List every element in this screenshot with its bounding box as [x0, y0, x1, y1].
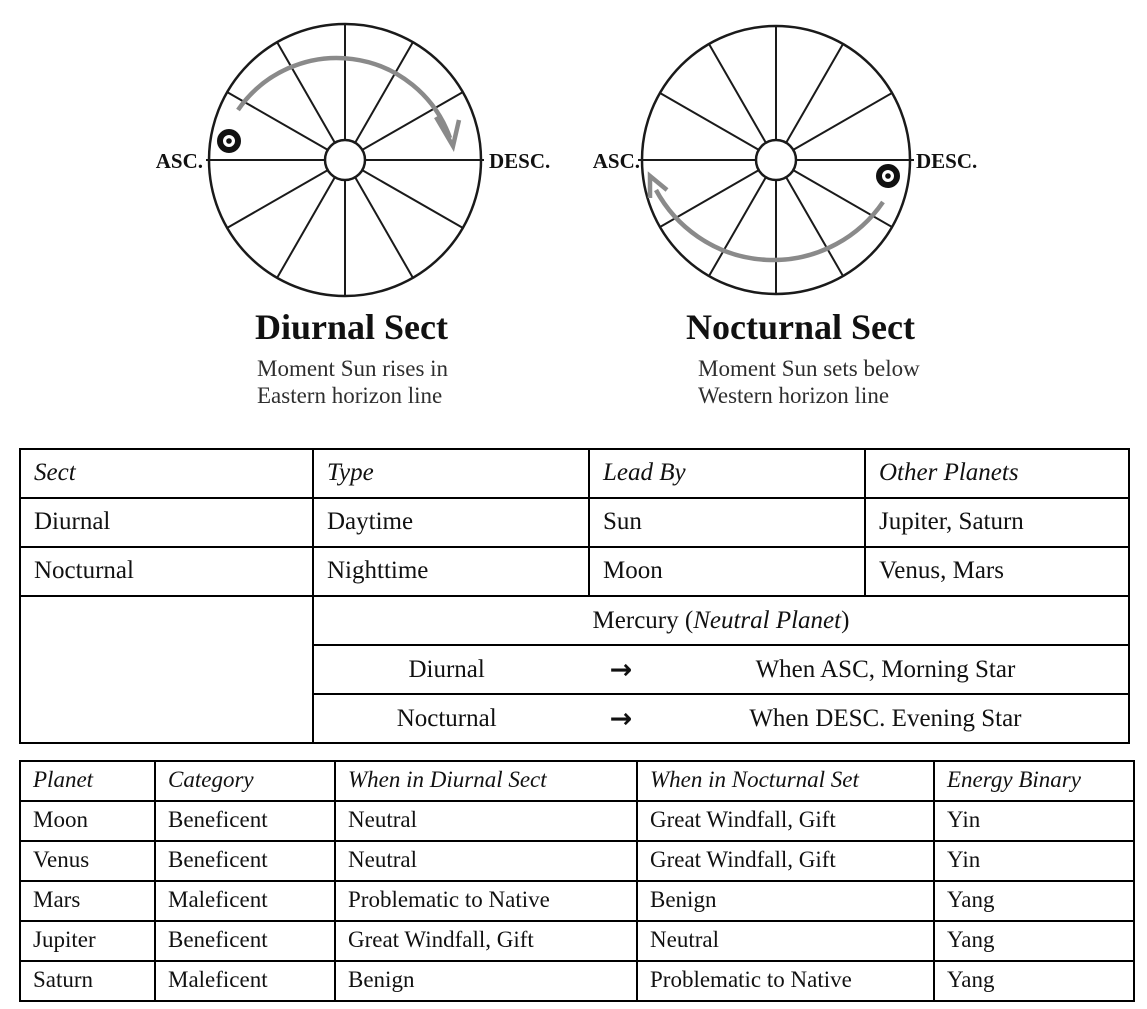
- diurnal-caption: [255, 306, 448, 409]
- nocturnal-set-header: When in Nocturnal Set: [637, 761, 934, 801]
- cell-energy: Yang: [934, 921, 1134, 961]
- nocturnal-subtitle-line2: Western horizon line: [698, 383, 890, 408]
- planet-table: [19, 760, 1135, 1002]
- cell-planet: Jupiter: [20, 921, 155, 961]
- nocturnal-title: Nocturnal Sect: [686, 307, 915, 347]
- mercury-diurnal-cell: [313, 645, 1129, 694]
- energy-binary-header: Energy Binary: [934, 761, 1134, 801]
- diurnal-sect-header: When in Diurnal Sect: [335, 761, 637, 801]
- cell-planet: Mars: [20, 881, 155, 921]
- mercury-nocturnal-label: Nocturnal: [396, 704, 497, 732]
- sect-header: Sect: [20, 449, 313, 498]
- table-row: [20, 498, 1129, 547]
- cell-energy: Yang: [934, 881, 1134, 921]
- cell-category: Beneficent: [155, 841, 335, 881]
- diurnal-wheel-hub: [325, 140, 365, 180]
- cell-otherplanets: Venus, Mars: [865, 547, 1129, 596]
- nocturnal-caption: [686, 306, 920, 409]
- cell-nocturnal: Great Windfall, Gift: [637, 841, 934, 881]
- cell-planet: Saturn: [20, 961, 155, 1001]
- cell-otherplanets: Jupiter, Saturn: [865, 498, 1129, 547]
- type-header: Type: [313, 449, 589, 498]
- sun-icon: [879, 167, 897, 185]
- cell-leadby: Sun: [589, 498, 865, 547]
- right-arrow-icon: →: [609, 654, 633, 685]
- nocturnal-wheel-diagram: [593, 26, 978, 294]
- cell-nocturnal: Great Windfall, Gift: [637, 801, 934, 841]
- cell-nocturnal: Benign: [637, 881, 934, 921]
- nocturnal-subtitle-line1: Moment Sun sets below: [698, 356, 920, 381]
- cell-category: Maleficent: [155, 961, 335, 1001]
- table-row: [20, 881, 1134, 921]
- nocturnal-asc-label: ASC.: [592, 149, 640, 173]
- nocturnal-wheel-hub: [756, 140, 796, 180]
- cell-category: Beneficent: [155, 801, 335, 841]
- nocturnal-subtitle: [686, 355, 920, 409]
- cell-energy: Yang: [934, 961, 1134, 1001]
- mercury-diurnal-label: Diurnal: [408, 655, 485, 683]
- cell-sect: Nocturnal: [20, 547, 313, 596]
- nocturnal-direction-arrow: [650, 176, 883, 260]
- cell-nocturnal: Problematic to Native: [637, 961, 934, 1001]
- diurnal-title: Diurnal Sect: [255, 307, 448, 347]
- diurnal-subtitle-line1: Moment Sun rises in: [257, 356, 449, 381]
- mercury-title-prefix: Mercury (: [592, 606, 694, 634]
- cell-diurnal: Great Windfall, Gift: [335, 921, 637, 961]
- diurnal-wheel-diagram: [156, 24, 551, 296]
- diurnal-subtitle-line2: Eastern horizon line: [257, 383, 443, 408]
- leadby-header: Lead By: [589, 449, 865, 498]
- planet-header: Planet: [20, 761, 155, 801]
- category-header: Category: [155, 761, 335, 801]
- sect-table: [19, 448, 1130, 744]
- cell-energy: Yin: [934, 801, 1134, 841]
- nocturnal-desc-label: DESC.: [916, 149, 978, 173]
- mercury-title-row: [20, 596, 1129, 645]
- cell-diurnal: Neutral: [335, 841, 637, 881]
- mercury-title-cell: [313, 596, 1129, 645]
- sun-icon: [220, 132, 238, 150]
- diurnal-direction-arrow: [238, 58, 459, 146]
- cell-leadby: Moon: [589, 547, 865, 596]
- cell-category: Beneficent: [155, 921, 335, 961]
- cell-type: Nighttime: [313, 547, 589, 596]
- cell-diurnal: Neutral: [335, 801, 637, 841]
- cell-diurnal: Problematic to Native: [335, 881, 637, 921]
- diurnal-subtitle: [255, 355, 448, 409]
- mercury-diurnal-text: When ASC, Morning Star: [755, 655, 1016, 683]
- cell-category: Maleficent: [155, 881, 335, 921]
- otherplanets-header: Other Planets: [865, 449, 1129, 498]
- mercury-title-italic: Neutral Planet: [693, 606, 842, 634]
- cell-diurnal: Benign: [335, 961, 637, 1001]
- cell-planet: Moon: [20, 801, 155, 841]
- cell-sect: Diurnal: [20, 498, 313, 547]
- mercury-nocturnal-text: When DESC. Evening Star: [749, 704, 1022, 732]
- table-row: [20, 841, 1134, 881]
- diurnal-asc-label: ASC.: [155, 149, 203, 173]
- mercury-nocturnal-cell: [313, 694, 1129, 743]
- sect-wheel-figures: [0, 0, 1147, 310]
- diurnal-desc-label: DESC.: [489, 149, 551, 173]
- right-arrow-icon: →: [609, 703, 633, 734]
- table-row: [20, 961, 1134, 1001]
- cell-planet: Venus: [20, 841, 155, 881]
- table-row: [20, 921, 1134, 961]
- mercury-title-suffix: ): [841, 606, 850, 634]
- cell-type: Daytime: [313, 498, 589, 547]
- sect-table-header-row: [20, 449, 1129, 498]
- table-row: [20, 801, 1134, 841]
- empty-cell: [20, 596, 313, 743]
- planet-table-header-row: [20, 761, 1134, 801]
- cell-nocturnal: Neutral: [637, 921, 934, 961]
- table-row: [20, 547, 1129, 596]
- cell-energy: Yin: [934, 841, 1134, 881]
